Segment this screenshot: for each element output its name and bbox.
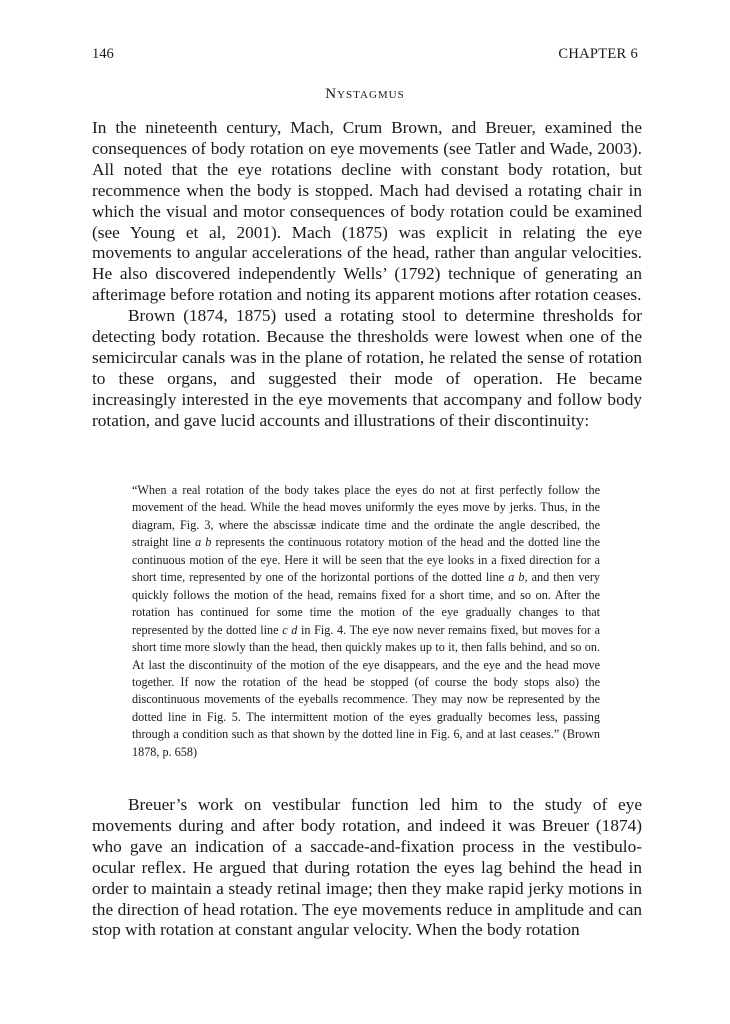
quote-variable-ab: a b <box>508 570 525 585</box>
chapter-label: CHAPTER 6 <box>558 46 638 62</box>
quote-variable-ab: a b <box>195 535 212 550</box>
quote-text-3: , and then very quickly follows the motion of the head, remains fixed for a short time, and so on. After the rotation has continued for some time the motion of the eye gradually changes to that represented by the dotted line <box>132 570 600 637</box>
quote-variable-cd: c d <box>282 622 298 637</box>
quote-text-1: “When a real rotation of the body takes place the eyes do not at first perfectly follow the movement of the head. While the head moves uniformly the eyes move by jerks. Thus, in the diagram, Fig. 3, where the abscissæ indicate time and the ordinate the angle described, the straight line <box>132 483 600 550</box>
quote-text-2: represents the continuous rotatory motion of the head and the dotted line the continuous motion of the eye. Here it will be seen that the eye looks in a fixed direction for a short time, represented by one of the horizontal portions of the dotted line <box>132 535 600 585</box>
paragraph-2: Brown (1874, 1875) used a rotating stool to determine thresholds for detecting body rotation. Because the thresholds were lowest when one of the semicircular canals was in the plane of rotation, he related the sense of rotation to these organs, and suggested their mode of operation. He became increasingly interested in the eye movements that accompany and follow body rotation, and gave lucid accounts and illustrations of their discontinuity: <box>92 306 642 430</box>
section-title: Nystagmus <box>325 86 405 102</box>
main-text-block <box>92 118 642 432</box>
paragraph-3: Breuer’s work on vestibular function led him to the study of eye movements during and after body rotation, and indeed it was Breuer (1874) who gave an indication of a saccade-and-fixation process in the vestibulo-ocular reflex. He argued that during rotation the eyes lag behind the head in order to maintain a steady retinal image; then they make rapid jerky motions in the direction of head rotation. The eye movements reduce in amplitude and can stop with rotation at constant angular velocity. When the body rotation <box>92 795 642 940</box>
quote-text-4: in Fig. 4. The eye now never remains fixed, but moves for a short time more slowly than the head, then quickly makes up to it, then falls behind, and so on. At last the discontinuity of the motion of the eye disappears, and the eye and the head move together. If now the rotation of the head be stopped (of course the body stops also) the discontinuous movements of the eyeballs recommence. They may now be represented by the dotted line in Fig. 5. The intermittent motion of the eyes gradually becomes less, passing through a condition such as that shown by the dotted line in Fig. 6, and at last ceases.” (Brown 1878, p. 658) <box>132 622 600 759</box>
running-head <box>92 46 638 66</box>
block-quote <box>132 482 600 761</box>
paragraph-1: In the nineteenth century, Mach, Crum Brown, and Breuer, examined the consequences of body rotation on eye movements (see Tatler and Wade, 2003). All noted that the eye rotations decline with constant body rotation, but recommence when the body is stopped. Mach had devised a rotating chair in which the visual and motor consequences of body rotation could be examined (see Young et al, 2001). Mach (1875) was explicit in relating the eye movements to angular accelerations of the head, rather than angular velocities. He also discovered independently Wells’ (1792) technique of generating an afterimage before rotation and noting its apparent motions after rotation ceases. <box>92 118 642 305</box>
page-number: 146 <box>92 46 114 62</box>
tail-text-block <box>92 795 642 941</box>
